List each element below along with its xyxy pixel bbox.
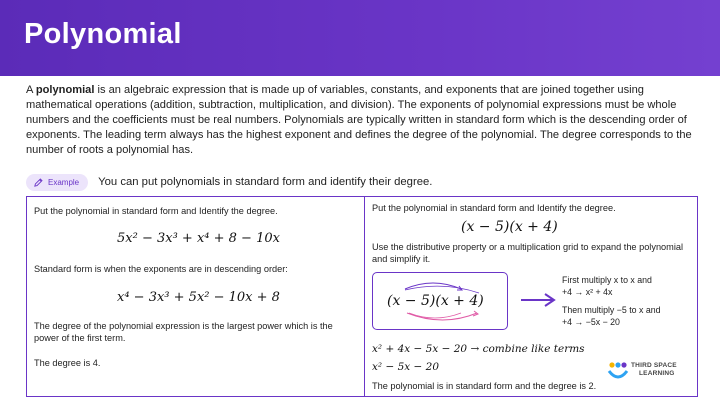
right-prompt: Put the polynomial in standard form and Identify the degree. xyxy=(372,203,616,213)
left-standard-note: Standard form is when the exponents are in descending order: xyxy=(34,264,288,274)
example-badge xyxy=(26,174,88,191)
step-one-line-2: +4 → x² + 4x xyxy=(562,286,613,297)
logo-line-1: THIRD SPACE xyxy=(631,362,677,369)
example-badge-label: Example xyxy=(48,177,80,187)
logo-line-2: LEARNING xyxy=(639,370,675,377)
intro-lead: A xyxy=(26,84,36,96)
simplified-line: x² − 5x − 20 xyxy=(372,361,440,373)
left-degree-answer: The degree is 4. xyxy=(34,358,101,368)
third-space-learning-logo xyxy=(607,359,693,389)
right-arrow-icon xyxy=(520,293,556,307)
intro-paragraph xyxy=(26,83,698,158)
step-two xyxy=(562,305,697,328)
right-expression: (x − 5)(x + 4) xyxy=(461,219,558,235)
example-box xyxy=(26,196,698,397)
intro-term: polynomial xyxy=(35,84,95,96)
step-one xyxy=(562,275,697,298)
right-instruction: Use the distributive property or a multiplication grid to expand the polynomial and simplify it. xyxy=(372,242,684,264)
expansion-box xyxy=(372,272,508,330)
page-title: Polynomial xyxy=(24,18,182,50)
step-two-line-2: +4 → −5x − 20 xyxy=(562,316,620,327)
left-expression-original: 5x² − 3x³ + x⁴ + 8 − 10x xyxy=(117,231,280,246)
step-one-line-1: First multiply x to x and xyxy=(562,275,652,285)
left-degree-note: The degree of the polynomial expression is the largest power which is the power of the first term. xyxy=(34,321,333,343)
pencil-icon xyxy=(33,177,44,188)
logo-icon xyxy=(607,361,629,385)
title-banner xyxy=(0,0,720,76)
example-row xyxy=(26,173,432,191)
expanded-line: x² + 4x − 5x − 20 → combine like terms xyxy=(372,343,585,355)
left-expression-standard: x⁴ − 3x³ + 5x² − 10x + 8 xyxy=(117,290,280,305)
right-conclusion: The polynomial is in standard form and the degree is 2. xyxy=(372,381,597,391)
example-text: You can put polynomials in standard form and identify their degree. xyxy=(98,176,433,188)
intro-rest: is an algebraic expression that is made up of variables, constants, and exponents that are joined together using mathematical operations (addition, subtraction, multiplication, and division). The exponents of polynomial expressions must be whole numbers and the coefficients must be real numbers. Polynomials are typically written in standard form which is the descending order of exponents. The leading term always has the highest exponent and defines the degree of the polynomial. The degree corresponds to the number of roots a polynomial has. xyxy=(26,84,692,156)
step-two-line-1: Then multiply −5 to x and xyxy=(562,305,661,315)
column-divider xyxy=(364,197,365,396)
logo-text xyxy=(631,362,677,378)
left-prompt: Put the polynomial in standard form and Identify the degree. xyxy=(34,206,278,216)
expansion-box-expression: (x − 5)(x + 4) xyxy=(387,293,484,309)
